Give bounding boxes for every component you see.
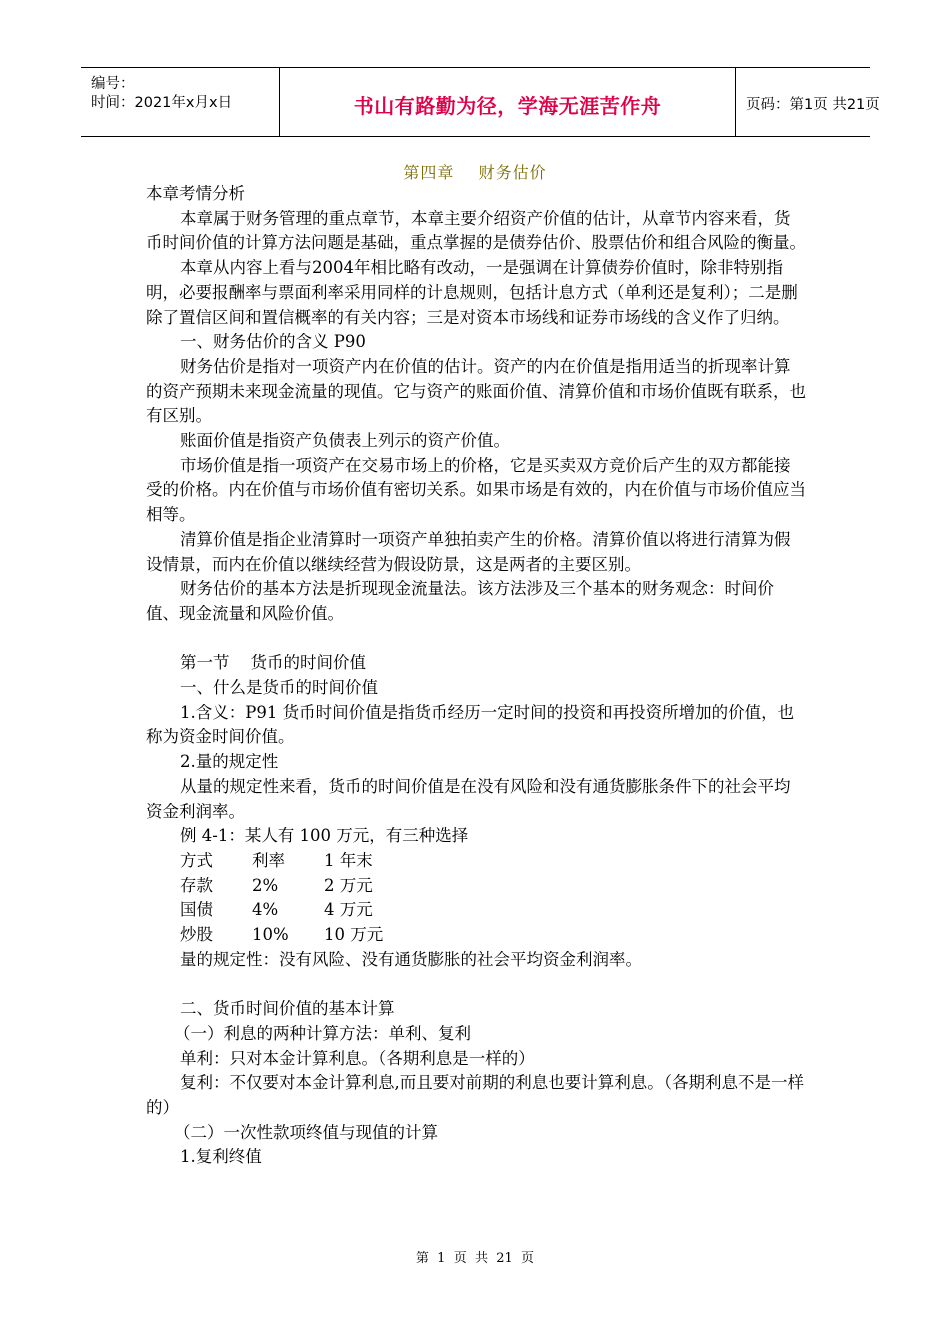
table-row (180, 898, 806, 923)
table-cell: 2 万元 (324, 875, 373, 895)
section-heading: 一、财务估价的含义 P90 (180, 332, 366, 352)
paragraph: 2.量的规定性 (180, 752, 279, 772)
subsection-heading: （二）一次性款项终值与现值的计算 (174, 1122, 438, 1142)
table-cell: 10% (252, 925, 289, 945)
chapter-title: 第四章 财务估价 (403, 163, 547, 182)
table-cell: 10 万元 (324, 925, 384, 945)
paragraph: 账面价值是指资产负债表上列示的资产价值。 (180, 431, 510, 451)
document-number-label: 编号： (91, 76, 135, 92)
table-cell: 炒股 (180, 925, 213, 945)
table-cell: 4% (252, 900, 279, 920)
document-date-label: 时间：2021年x月x日 (91, 95, 233, 111)
paragraph: 本章从内容上看与2004年相比略有改动，一是强调在计算债券价值时，除非特别指明，必要报酬率与票面利率采用同样的计息规则，包括计息方式（单利还是复利）；二是删除了置信区间和置信概率的有关内容；三是对资本市场线和证券市场线的含义作了归纳。 (146, 258, 798, 327)
table-header-row (180, 849, 806, 874)
section-heading: 本章考情分析 (146, 184, 245, 203)
example-table (146, 849, 806, 948)
example-heading: 例 4-1：某人有 100 万元，有三种选择 (180, 826, 469, 846)
section-heading: 二、货币时间价值的基本计算 (180, 999, 395, 1019)
header-motto-cell (280, 68, 736, 136)
blank-line (146, 627, 806, 652)
section-heading: 1.复利终值 (180, 1147, 262, 1167)
table-cell: 存款 (180, 875, 213, 895)
blank-line (146, 972, 806, 997)
header-page-cell (736, 68, 880, 136)
document-body (146, 182, 806, 1170)
table-header-cell: 1 年末 (324, 850, 373, 870)
page-header (81, 67, 880, 137)
paragraph: 量的规定性：没有风险、没有通货膨胀的社会平均资金利润率。 (180, 949, 642, 969)
table-row (180, 923, 806, 948)
paragraph: 本章属于财务管理的重点章节，本章主要介绍资产价值的估计，从章节内容来看，货币时间价值的计算方法问题是基础，重点掌握的是债券估价、股票估价和组合风险的衡量。 (146, 208, 806, 253)
table-cell: 4 万元 (324, 900, 373, 920)
subsection-heading: （一）利息的两种计算方法：单利、复利 (174, 1023, 471, 1043)
page-footer: 第 1 页 共 21 页 (415, 1251, 535, 1266)
header-motto: 书山有路勤为径，学海无涯苦作舟 (353, 94, 662, 118)
paragraph: 复利：不仅要对本金计算利息,而且要对前期的利息也要计算利息。（各期利息不是一样的） (146, 1073, 804, 1117)
table-cell: 国债 (180, 900, 213, 920)
table-header-cell: 方式 (180, 850, 213, 870)
section-heading: 一、什么是货币的时间价值 (180, 678, 378, 698)
paragraph: 单利：只对本金计算利息。（各期利息是一样的） (180, 1048, 535, 1068)
table-header-cell: 利率 (252, 850, 285, 870)
section-heading: 第一节 货币的时间价值 (180, 653, 366, 673)
paragraph: 1.含义：P91 货币时间价值是指货币经历一定时间的投资和再投资所增加的价值，也称为资金时间价值。 (146, 702, 795, 747)
paragraph: 从量的规定性来看，货币的时间价值是在没有风险和没有通货膨胀条件下的社会平均资金利润率。 (146, 776, 791, 821)
table-row (180, 874, 806, 899)
paragraph: 财务估价的基本方法是折现现金流量法。该方法涉及三个基本的财务观念：时间价值、现金流量和风险价值。 (146, 579, 774, 623)
paragraph: 清算价值是指企业清算时一项资产单独拍卖产生的价格。清算价值以将进行清算为假设情景，而内在价值以继续经营为假设防景，这是两者的主要区别。 (146, 529, 791, 574)
header-meta-cell (81, 68, 280, 136)
header-page-info: 页码：第1页 共21页 (746, 97, 880, 113)
table-cell: 2% (252, 875, 279, 895)
paragraph: 财务估价是指对一项资产内在价值的估计。资产的内在价值是指用适当的折现率计算的资产预期未来现金流量的现值。它与资产的账面价值、清算价值和市场价值既有联系，也有区别。 (146, 356, 806, 426)
paragraph: 市场价值是指一项资产在交易市场上的价格，它是买卖双方竞价后产生的双方都能接受的价格。内在价值与市场价值有密切关系。如果市场是有效的，内在价值与市场价值应当相等。 (146, 455, 806, 525)
